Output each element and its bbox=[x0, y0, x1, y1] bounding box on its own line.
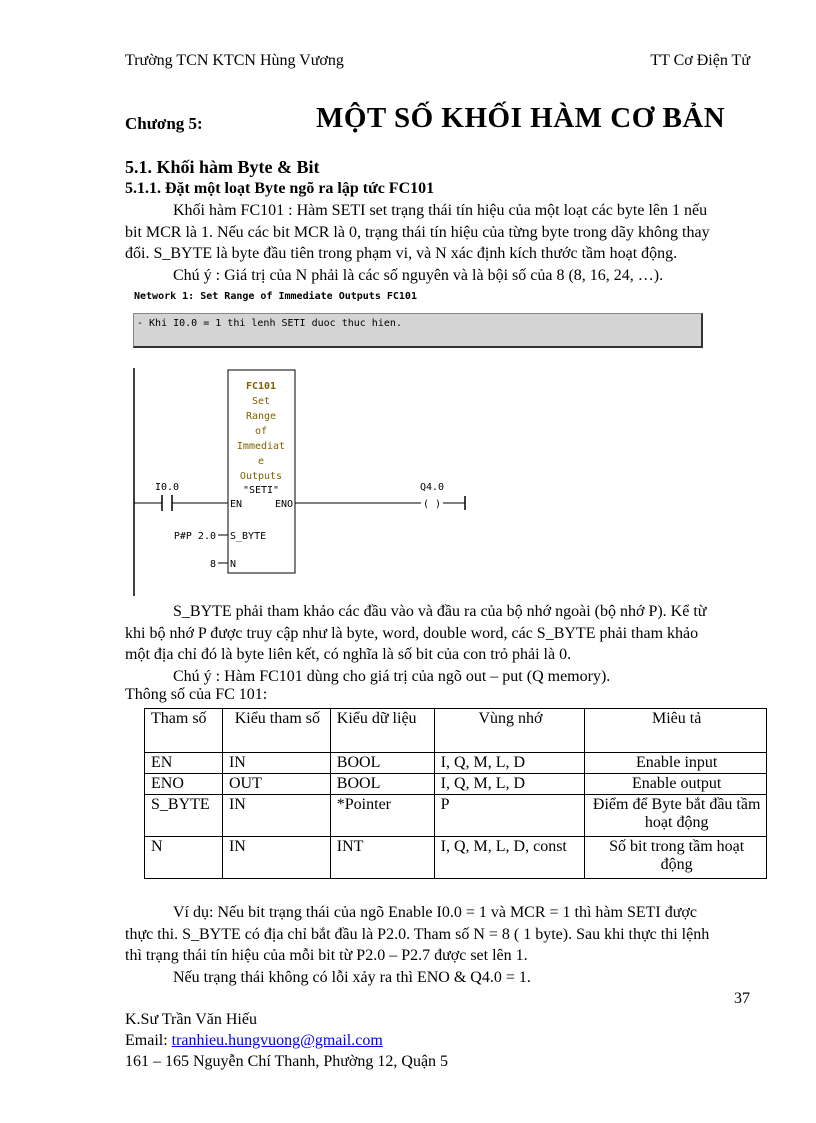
table-header: Kiểu tham số bbox=[222, 709, 330, 753]
table-cell: OUT bbox=[222, 774, 330, 795]
example-line-1: Ví dụ: Nếu bit trạng thái của ngõ Enable I0.0 = 1 và MCR = 1 thì hàm SETI được bbox=[173, 904, 697, 921]
table-header: Kiểu dữ liệu bbox=[330, 709, 434, 753]
table-cell: IN bbox=[222, 753, 330, 774]
table-cell: BOOL bbox=[330, 774, 434, 795]
table-cell: I, Q, M, L, D bbox=[434, 753, 585, 774]
contact-address: I0.0 bbox=[154, 482, 180, 493]
table-cell: IN bbox=[222, 795, 330, 837]
body-paragraph-2 bbox=[125, 601, 765, 687]
table-row bbox=[145, 753, 767, 774]
table-cell: INT bbox=[330, 837, 434, 879]
table-header: Miêu tả bbox=[585, 709, 767, 753]
chapter-label: Chương 5: bbox=[125, 114, 203, 133]
example-line-3: thì trạng thái tín hiệu của mỗi bit từ P2.0 – P2.7 được set lên 1. bbox=[125, 947, 528, 964]
body2-note: Chú ý : Hàm FC101 dùng cho giá trị của ngõ out – put (Q memory). bbox=[173, 667, 611, 685]
block-desc-5: e bbox=[257, 456, 265, 467]
table-cell: I, Q, M, L, D, const bbox=[434, 837, 585, 879]
table-cell: Số bit trong tầm hoạt động bbox=[585, 837, 767, 879]
subsection-heading: 5.1.1. Đặt một loạt Byte ngõ ra lập tức FC101 bbox=[125, 180, 435, 197]
header-school: Trường TCN KTCN Hùng Vương bbox=[125, 52, 344, 69]
sbyte-value: P#P 2.0 bbox=[173, 531, 216, 542]
table-row bbox=[145, 837, 767, 879]
ladder-diagram[interactable] bbox=[120, 360, 500, 600]
table-header: Vùng nhớ bbox=[434, 709, 585, 753]
block-symbol: "SETI" bbox=[242, 485, 280, 496]
header-department: TT Cơ Điện Tử bbox=[650, 52, 750, 69]
block-desc-4: Immediat bbox=[236, 441, 286, 452]
footer-email-line bbox=[125, 1032, 383, 1050]
coil-address: Q4.0 bbox=[419, 482, 445, 493]
block-desc-1: Set bbox=[251, 396, 271, 407]
footer-address: 161 – 165 Nguyễn Chí Thanh, Phường 12, Quận 5 bbox=[125, 1053, 449, 1070]
table-cell: P bbox=[434, 795, 585, 837]
example-paragraph bbox=[125, 902, 765, 988]
network-title: Network 1: Set Range of Immediate Outputs FC101 bbox=[134, 291, 417, 302]
example-line-2: thực thi. S_BYTE có địa chỉ bắt đầu là P2.0. Tham số N = 8 ( 1 byte). Sau khi thực thi lệnh bbox=[125, 925, 710, 943]
footer-email-label: Email: bbox=[125, 1032, 172, 1049]
n-value: 8 bbox=[209, 559, 216, 570]
intro-note: Chú ý : Giá trị của N phải là các số nguyên và là bội số của 8 (8, 16, 24, …). bbox=[173, 266, 664, 284]
intro-line-3: đổi. S_BYTE là byte đầu tiên trong phạm vi, và N xác định kích thước tầm hoạt động. bbox=[125, 245, 678, 262]
table-cell: ENO bbox=[145, 774, 223, 795]
footer-author: K.Sư Trần Văn Hiếu bbox=[125, 1011, 257, 1028]
chapter-title: MỘT SỐ KHỐI HÀM CƠ BẢN bbox=[316, 102, 726, 134]
table-row bbox=[145, 774, 767, 795]
page-number: 37 bbox=[734, 990, 750, 1007]
table-caption: Thông số của FC 101: bbox=[125, 686, 268, 703]
network-comment-box[interactable] bbox=[133, 313, 703, 348]
intro-paragraph bbox=[125, 200, 765, 286]
table-cell: Enable input bbox=[585, 753, 767, 774]
pin-sbyte-label: S_BYTE bbox=[230, 531, 267, 542]
email-link[interactable]: tranhieu.hungvuong@gmail.com bbox=[171, 1032, 383, 1049]
intro-line-2: bit MCR là 1. Nếu các bit MCR là 0, trạng thái tín hiệu của từng byte trong dãy không thay bbox=[125, 223, 710, 241]
network-comment: - Khi I0.0 = 1 thi lenh SETI duoc thuc hien. bbox=[137, 318, 402, 329]
block-desc-3: of bbox=[254, 426, 268, 437]
section-heading: 5.1. Khối hàm Byte & Bit bbox=[125, 157, 320, 177]
table-cell: N bbox=[145, 837, 223, 879]
body2-line-3: một địa chỉ đó là byte liên kết, có nghĩa là số bit của con trỏ phải là 0. bbox=[125, 646, 572, 663]
parameter-table bbox=[144, 708, 767, 879]
coil-symbol: ( ) bbox=[422, 499, 442, 510]
block-desc-6: Outputs bbox=[239, 471, 283, 482]
body2-line-1: S_BYTE phải tham khảo các đầu vào và đầu ra của bộ nhớ ngoài (bộ nhớ P). Kể từ bbox=[173, 603, 707, 620]
table-cell: Enable output bbox=[585, 774, 767, 795]
table-row bbox=[145, 795, 767, 837]
example-line-4: Nếu trạng thái không có lỗi xảy ra thì ENO & Q4.0 = 1. bbox=[173, 968, 531, 986]
body2-line-2: khi bộ nhớ P được truy cập như là byte, word, double word, các S_BYTE phải tham khảo bbox=[125, 624, 699, 642]
table-cell: *Pointer bbox=[330, 795, 434, 837]
block-name: FC101 bbox=[245, 381, 277, 392]
table-cell: EN bbox=[145, 753, 223, 774]
intro-line-1: Khối hàm FC101 : Hàm SETI set trạng thái tín hiệu của một loạt các byte lên 1 nếu bbox=[173, 202, 708, 219]
table-cell: S_BYTE bbox=[145, 795, 223, 837]
table-header-row bbox=[145, 709, 767, 753]
table-cell: IN bbox=[222, 837, 330, 879]
pin-n-label: N bbox=[230, 559, 237, 570]
block-desc-2: Range bbox=[245, 411, 277, 422]
table-header: Tham số bbox=[145, 709, 223, 753]
table-cell: Điểm để Byte bắt đầu tầm hoạt động bbox=[585, 795, 767, 837]
table-cell: I, Q, M, L, D bbox=[434, 774, 585, 795]
table-cell: BOOL bbox=[330, 753, 434, 774]
pin-eno-label: ENO bbox=[274, 499, 293, 510]
pin-en-label: EN bbox=[230, 499, 243, 510]
